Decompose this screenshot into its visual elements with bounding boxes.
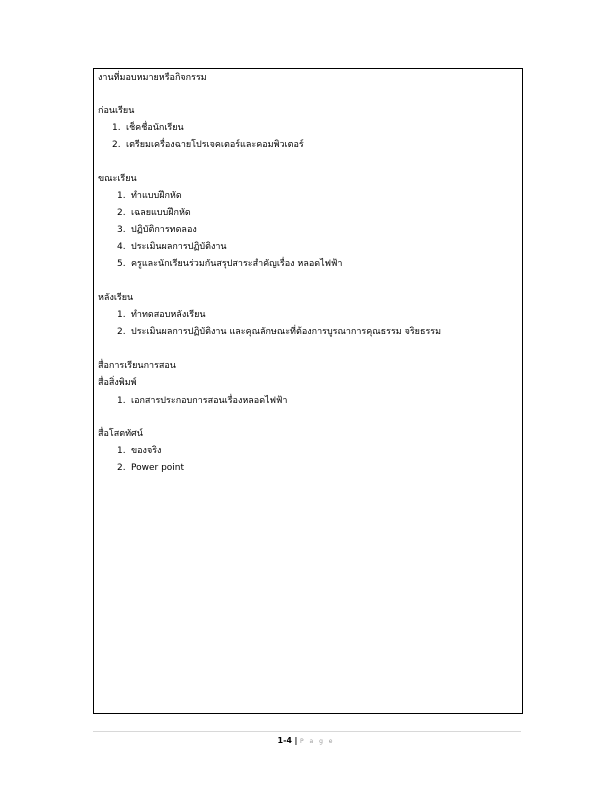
page-footer (0, 736, 612, 747)
section-heading-before: ก่อนเรียน (98, 106, 135, 116)
list-number: 1. (117, 396, 126, 406)
list-text: ครูและนักเรียนร่วมกันสรุปสาระสำคัญเรื่อง หลอดไฟฟ้า (131, 259, 343, 269)
list-item (112, 139, 304, 151)
list-number: 4. (117, 242, 126, 252)
list-text: ของจริง (131, 446, 162, 456)
list-item (112, 122, 184, 134)
section-heading-av-media: สื่อโสตทัศน์ (98, 429, 143, 439)
list-number: 2. (117, 327, 126, 337)
list-number: 1. (117, 446, 126, 456)
list-number: 3. (117, 225, 126, 235)
section-heading-print-media: สื่อสิ่งพิมพ์ (98, 378, 137, 388)
list-item (117, 241, 227, 253)
page-number: 1-4 (277, 736, 292, 745)
list-item (117, 326, 441, 338)
list-text: ทำแบบฝึกหัด (131, 191, 182, 201)
list-text: ประเมินผลการปฏิบัติงาน (131, 242, 227, 252)
list-item (117, 462, 184, 474)
page-word: P a g e (299, 738, 335, 745)
list-number: 1. (117, 310, 126, 320)
list-text: เฉลยแบบฝึกหัด (131, 208, 191, 218)
section-heading-during: ขณะเรียน (98, 174, 137, 184)
list-text: ประเมินผลการปฏิบัติงาน และคุณลักษณะที่ต้องการบูรณาการคุณธรรม จริยธรรม (131, 327, 442, 337)
list-item (117, 224, 197, 236)
list-number: 2. (117, 208, 126, 218)
list-item (117, 445, 161, 457)
list-item (117, 309, 206, 321)
list-text: ปฏิบัติการทดลอง (131, 225, 197, 235)
document-title: งานที่มอบหมายหรือกิจกรรม (98, 73, 207, 83)
section-heading-after: หลังเรียน (98, 293, 134, 303)
footer-divider (93, 731, 521, 732)
list-item (117, 395, 287, 407)
content-frame (93, 68, 523, 714)
list-number: 1. (117, 191, 126, 201)
list-item (117, 258, 342, 270)
section-heading-media: สื่อการเรียนการสอน (98, 361, 176, 371)
list-text: เช็คชื่อนักเรียน (126, 123, 184, 133)
list-text: เอกสารประกอบการสอนเรื่องหลอดไฟฟ้า (131, 396, 288, 406)
list-text: ทำทดสอบหลังเรียน (131, 310, 206, 320)
list-number: 2. (117, 463, 126, 473)
list-number: 2. (112, 140, 121, 150)
page-separator: | (294, 736, 298, 745)
list-item (117, 190, 182, 202)
list-text: เตรียมเครื่องฉายโปรเจคเตอร์และคอมพิวเตอร์ (126, 140, 304, 150)
list-number: 1. (112, 123, 121, 133)
list-item (117, 207, 191, 219)
list-text: Power point (131, 463, 185, 473)
list-number: 5. (117, 259, 126, 269)
